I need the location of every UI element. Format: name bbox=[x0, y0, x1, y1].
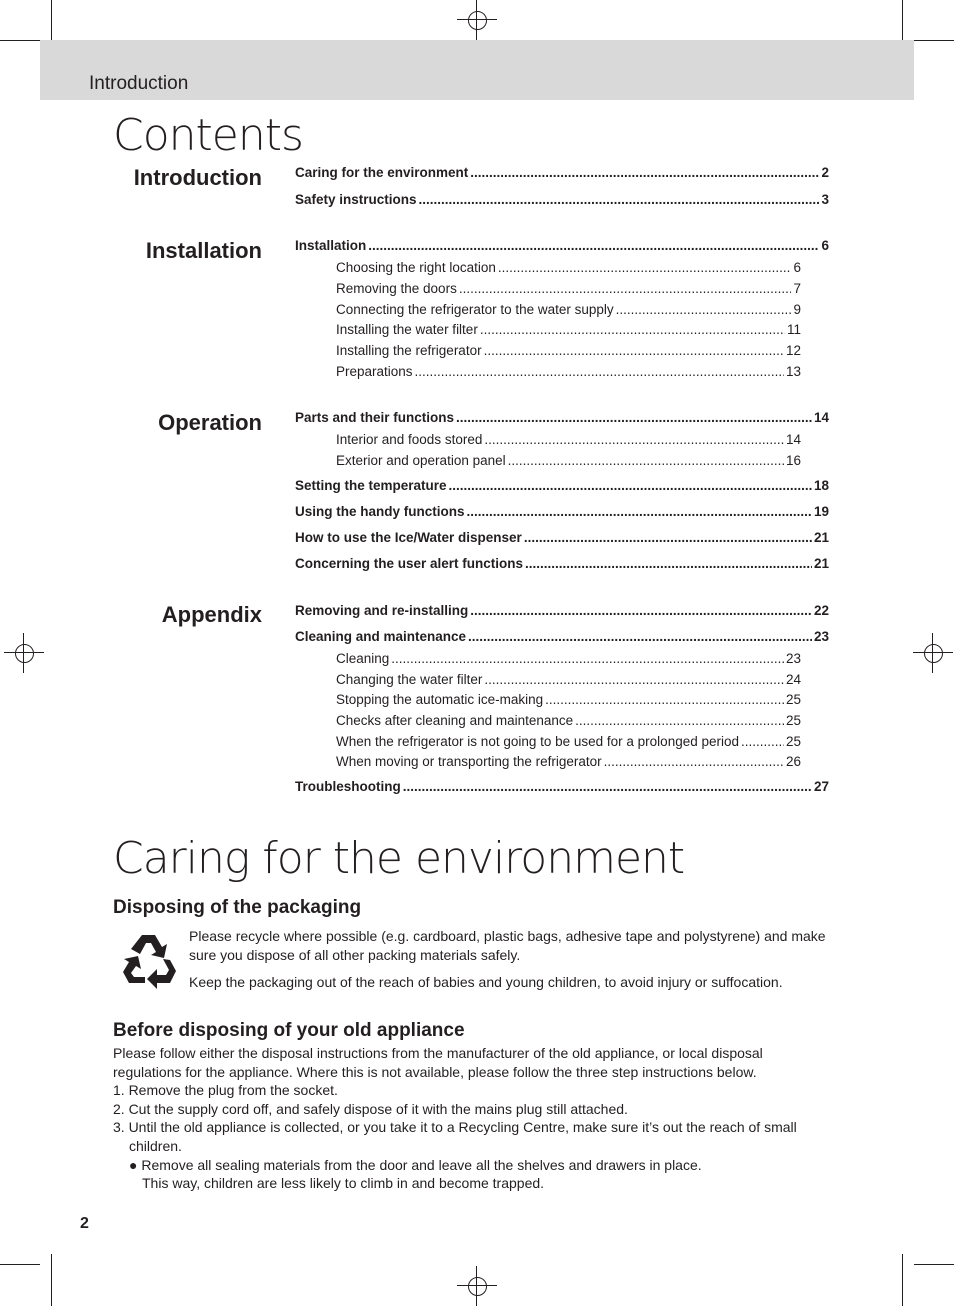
toc-leader bbox=[545, 692, 784, 707]
toc-entry-page: 21 bbox=[813, 556, 829, 571]
toc-entry[interactable] bbox=[295, 165, 829, 180]
toc-entry-label: Connecting the refrigerator to the water supply bbox=[336, 302, 614, 317]
toc-leader bbox=[368, 238, 819, 253]
toc-entry-page: 12 bbox=[785, 343, 801, 358]
packaging-paragraph-1 bbox=[189, 927, 826, 965]
section-header-bar bbox=[40, 40, 914, 100]
crop-mark bbox=[902, 1254, 903, 1306]
crop-mark bbox=[51, 1254, 52, 1306]
toc-leader bbox=[459, 281, 792, 296]
toc-entry-label: When moving or transporting the refrigerator bbox=[336, 754, 602, 769]
toc-leader bbox=[525, 556, 812, 571]
toc-entry-label: Removing the doors bbox=[336, 281, 457, 296]
toc-leader bbox=[480, 322, 785, 337]
toc-entry[interactable] bbox=[295, 238, 829, 253]
toc-entry-page: 25 bbox=[785, 713, 801, 728]
toc-entry-page: 6 bbox=[793, 260, 801, 275]
toc-entry-label: Installing the water filter bbox=[336, 322, 478, 337]
bullet-item-continuation: This way, children are less likely to climb in and become trapped. bbox=[142, 1175, 545, 1192]
toc-entry-label: When the refrigerator is not going to be used for a prolonged period bbox=[336, 734, 740, 749]
toc-entry-label: Concerning the user alert functions bbox=[295, 556, 524, 571]
toc-entry-page: 14 bbox=[813, 410, 829, 425]
toc-entry[interactable] bbox=[295, 410, 829, 425]
registration-mark bbox=[457, 0, 497, 40]
toc-entry-label: Using the handy functions bbox=[295, 504, 465, 519]
toc-entry-label: Cleaning bbox=[336, 651, 390, 666]
toc-section-appendix: Appendix bbox=[161, 602, 262, 627]
toc-entry-page: 2 bbox=[821, 165, 829, 180]
toc-entry-label: Choosing the right location bbox=[336, 260, 496, 275]
toc-entry-page: 11 bbox=[786, 322, 801, 337]
contents-title: Contents bbox=[113, 110, 303, 161]
registration-mark bbox=[457, 1266, 497, 1306]
text-line: regulations for the appliance. Where this is not available, please follow the three step instructions below. bbox=[113, 1063, 757, 1080]
toc-subentry[interactable] bbox=[336, 692, 801, 707]
toc-subentry[interactable] bbox=[336, 713, 801, 728]
toc-entry-label: Setting the temperature bbox=[295, 478, 447, 493]
toc-entry[interactable] bbox=[295, 779, 829, 794]
toc-entry-page: 6 bbox=[821, 238, 829, 253]
toc-subentry[interactable] bbox=[336, 432, 801, 447]
toc-entry-label: Parts and their functions bbox=[295, 410, 455, 425]
toc-leader bbox=[508, 453, 784, 468]
toc-subentry[interactable] bbox=[336, 364, 801, 379]
toc-entry-label: Cleaning and maintenance bbox=[295, 629, 467, 644]
toc-leader bbox=[604, 754, 784, 769]
list-item: 2. Cut the supply cord off, and safely dispose of it with the mains plug still attached. bbox=[113, 1100, 628, 1117]
toc-subentry[interactable] bbox=[336, 343, 801, 358]
text-line: Please follow either the disposal instructions from the manufacturer of the old appliance, or local disposal bbox=[113, 1045, 763, 1061]
toc-leader bbox=[470, 165, 819, 180]
list-item-continuation: children. bbox=[129, 1137, 182, 1154]
toc-entry-label: Safety instructions bbox=[295, 192, 417, 207]
list-item: 3. Until the old appliance is collected, or you take it to a Recycling Centre, make sure it’s out the reach of small bbox=[113, 1119, 797, 1136]
toc-leader bbox=[470, 603, 812, 618]
toc-section-operation: Operation bbox=[158, 410, 262, 435]
toc-entry-page: 7 bbox=[793, 281, 801, 296]
toc-entry-page: 25 bbox=[785, 692, 801, 707]
registration-mark bbox=[913, 633, 953, 673]
toc-subentry[interactable] bbox=[336, 672, 801, 687]
toc-leader bbox=[419, 192, 820, 207]
toc-entry[interactable] bbox=[295, 530, 829, 545]
text-line: Please recycle where possible (e.g. cardboard, plastic bags, adhesive tape and polystyrene) and make bbox=[189, 928, 826, 944]
toc-entry-label: Checks after cleaning and maintenance bbox=[336, 713, 574, 728]
toc-entry-label: Preparations bbox=[336, 364, 413, 379]
crop-mark bbox=[0, 1264, 40, 1265]
toc-leader bbox=[467, 504, 812, 519]
toc-entry-page: 26 bbox=[785, 754, 801, 769]
toc-entry[interactable] bbox=[295, 556, 829, 571]
toc-leader bbox=[484, 343, 784, 358]
toc-leader bbox=[391, 651, 784, 666]
toc-entry-label: How to use the Ice/Water dispenser bbox=[295, 530, 522, 545]
toc-entry[interactable] bbox=[295, 629, 829, 644]
toc-entry-label: Stopping the automatic ice-making bbox=[336, 692, 544, 707]
toc-leader bbox=[415, 364, 784, 379]
toc-entry-page: 23 bbox=[813, 629, 829, 644]
toc-entry-page: 25 bbox=[785, 734, 801, 749]
toc-section-installation: Installation bbox=[145, 238, 262, 263]
toc-subentry[interactable] bbox=[336, 281, 801, 296]
toc-subentry[interactable] bbox=[336, 754, 801, 769]
toc-entry-label: Changing the water filter bbox=[336, 672, 483, 687]
toc-entry-label: Caring for the environment bbox=[295, 165, 469, 180]
toc-subentry[interactable] bbox=[336, 453, 801, 468]
packaging-paragraph-2: Keep the packaging out of the reach of babies and young children, to avoid injury or suffocation. bbox=[189, 974, 783, 990]
toc-entry-page: 9 bbox=[793, 302, 801, 317]
toc-entry-page: 21 bbox=[813, 530, 829, 545]
toc-entry-page: 3 bbox=[821, 192, 829, 207]
toc-section-introduction: Introduction bbox=[133, 165, 262, 190]
toc-entry-page: 22 bbox=[813, 603, 829, 618]
text-line: sure you dispose of all other packing materials safely. bbox=[189, 947, 521, 963]
toc-entry-page: 27 bbox=[813, 779, 829, 794]
packaging-heading: Disposing of the packaging bbox=[113, 897, 362, 918]
toc-leader bbox=[524, 530, 812, 545]
toc-entry-label: Installing the refrigerator bbox=[336, 343, 482, 358]
recycle-icon bbox=[120, 930, 180, 990]
toc-subentry[interactable] bbox=[336, 302, 801, 317]
toc-entry-label: Exterior and operation panel bbox=[336, 453, 506, 468]
toc-entry-page: 24 bbox=[785, 672, 801, 687]
toc-entry-label: Interior and foods stored bbox=[336, 432, 483, 447]
toc-entry-page: 13 bbox=[785, 364, 801, 379]
toc-leader bbox=[741, 734, 784, 749]
bullet-item: ● Remove all sealing materials from the door and leave all the shelves and drawers in place. bbox=[129, 1156, 702, 1173]
appliance-instructions bbox=[113, 1044, 797, 1193]
toc-entry[interactable] bbox=[295, 504, 829, 519]
toc-entry-page: 19 bbox=[813, 504, 829, 519]
toc-entry[interactable] bbox=[295, 478, 829, 493]
toc-leader bbox=[575, 713, 784, 728]
toc-entry-label: Troubleshooting bbox=[295, 779, 401, 794]
toc-entry[interactable] bbox=[295, 192, 829, 207]
toc-leader bbox=[403, 779, 812, 794]
toc-entry-label: Removing and re-installing bbox=[295, 603, 469, 618]
toc-leader bbox=[468, 629, 812, 644]
toc-subentry[interactable] bbox=[336, 322, 801, 337]
toc-subentry[interactable] bbox=[336, 734, 801, 749]
crop-mark bbox=[0, 40, 40, 41]
list-item: 1. Remove the plug from the socket. bbox=[113, 1082, 338, 1099]
toc-leader bbox=[484, 432, 784, 447]
toc-leader bbox=[449, 478, 812, 493]
toc-leader bbox=[616, 302, 792, 317]
crop-mark bbox=[914, 1264, 954, 1265]
toc-subentry[interactable] bbox=[336, 651, 801, 666]
toc-subentry[interactable] bbox=[336, 260, 801, 275]
toc-entry-page: 23 bbox=[785, 651, 801, 666]
toc-entry[interactable] bbox=[295, 603, 829, 618]
toc-entry-page: 14 bbox=[785, 432, 801, 447]
toc-leader bbox=[484, 672, 784, 687]
registration-mark bbox=[4, 633, 44, 673]
environment-title: Caring for the environment bbox=[113, 833, 685, 884]
crop-mark bbox=[914, 40, 954, 41]
toc-entry-page: 18 bbox=[813, 478, 829, 493]
toc-entry-label: Installation bbox=[295, 238, 367, 253]
toc-entry-page: 16 bbox=[785, 453, 801, 468]
appliance-heading: Before disposing of your old appliance bbox=[113, 1020, 465, 1041]
toc-leader bbox=[456, 410, 812, 425]
toc-leader bbox=[498, 260, 792, 275]
section-header-title: Introduction bbox=[89, 73, 189, 94]
page-number: 2 bbox=[80, 1215, 89, 1232]
